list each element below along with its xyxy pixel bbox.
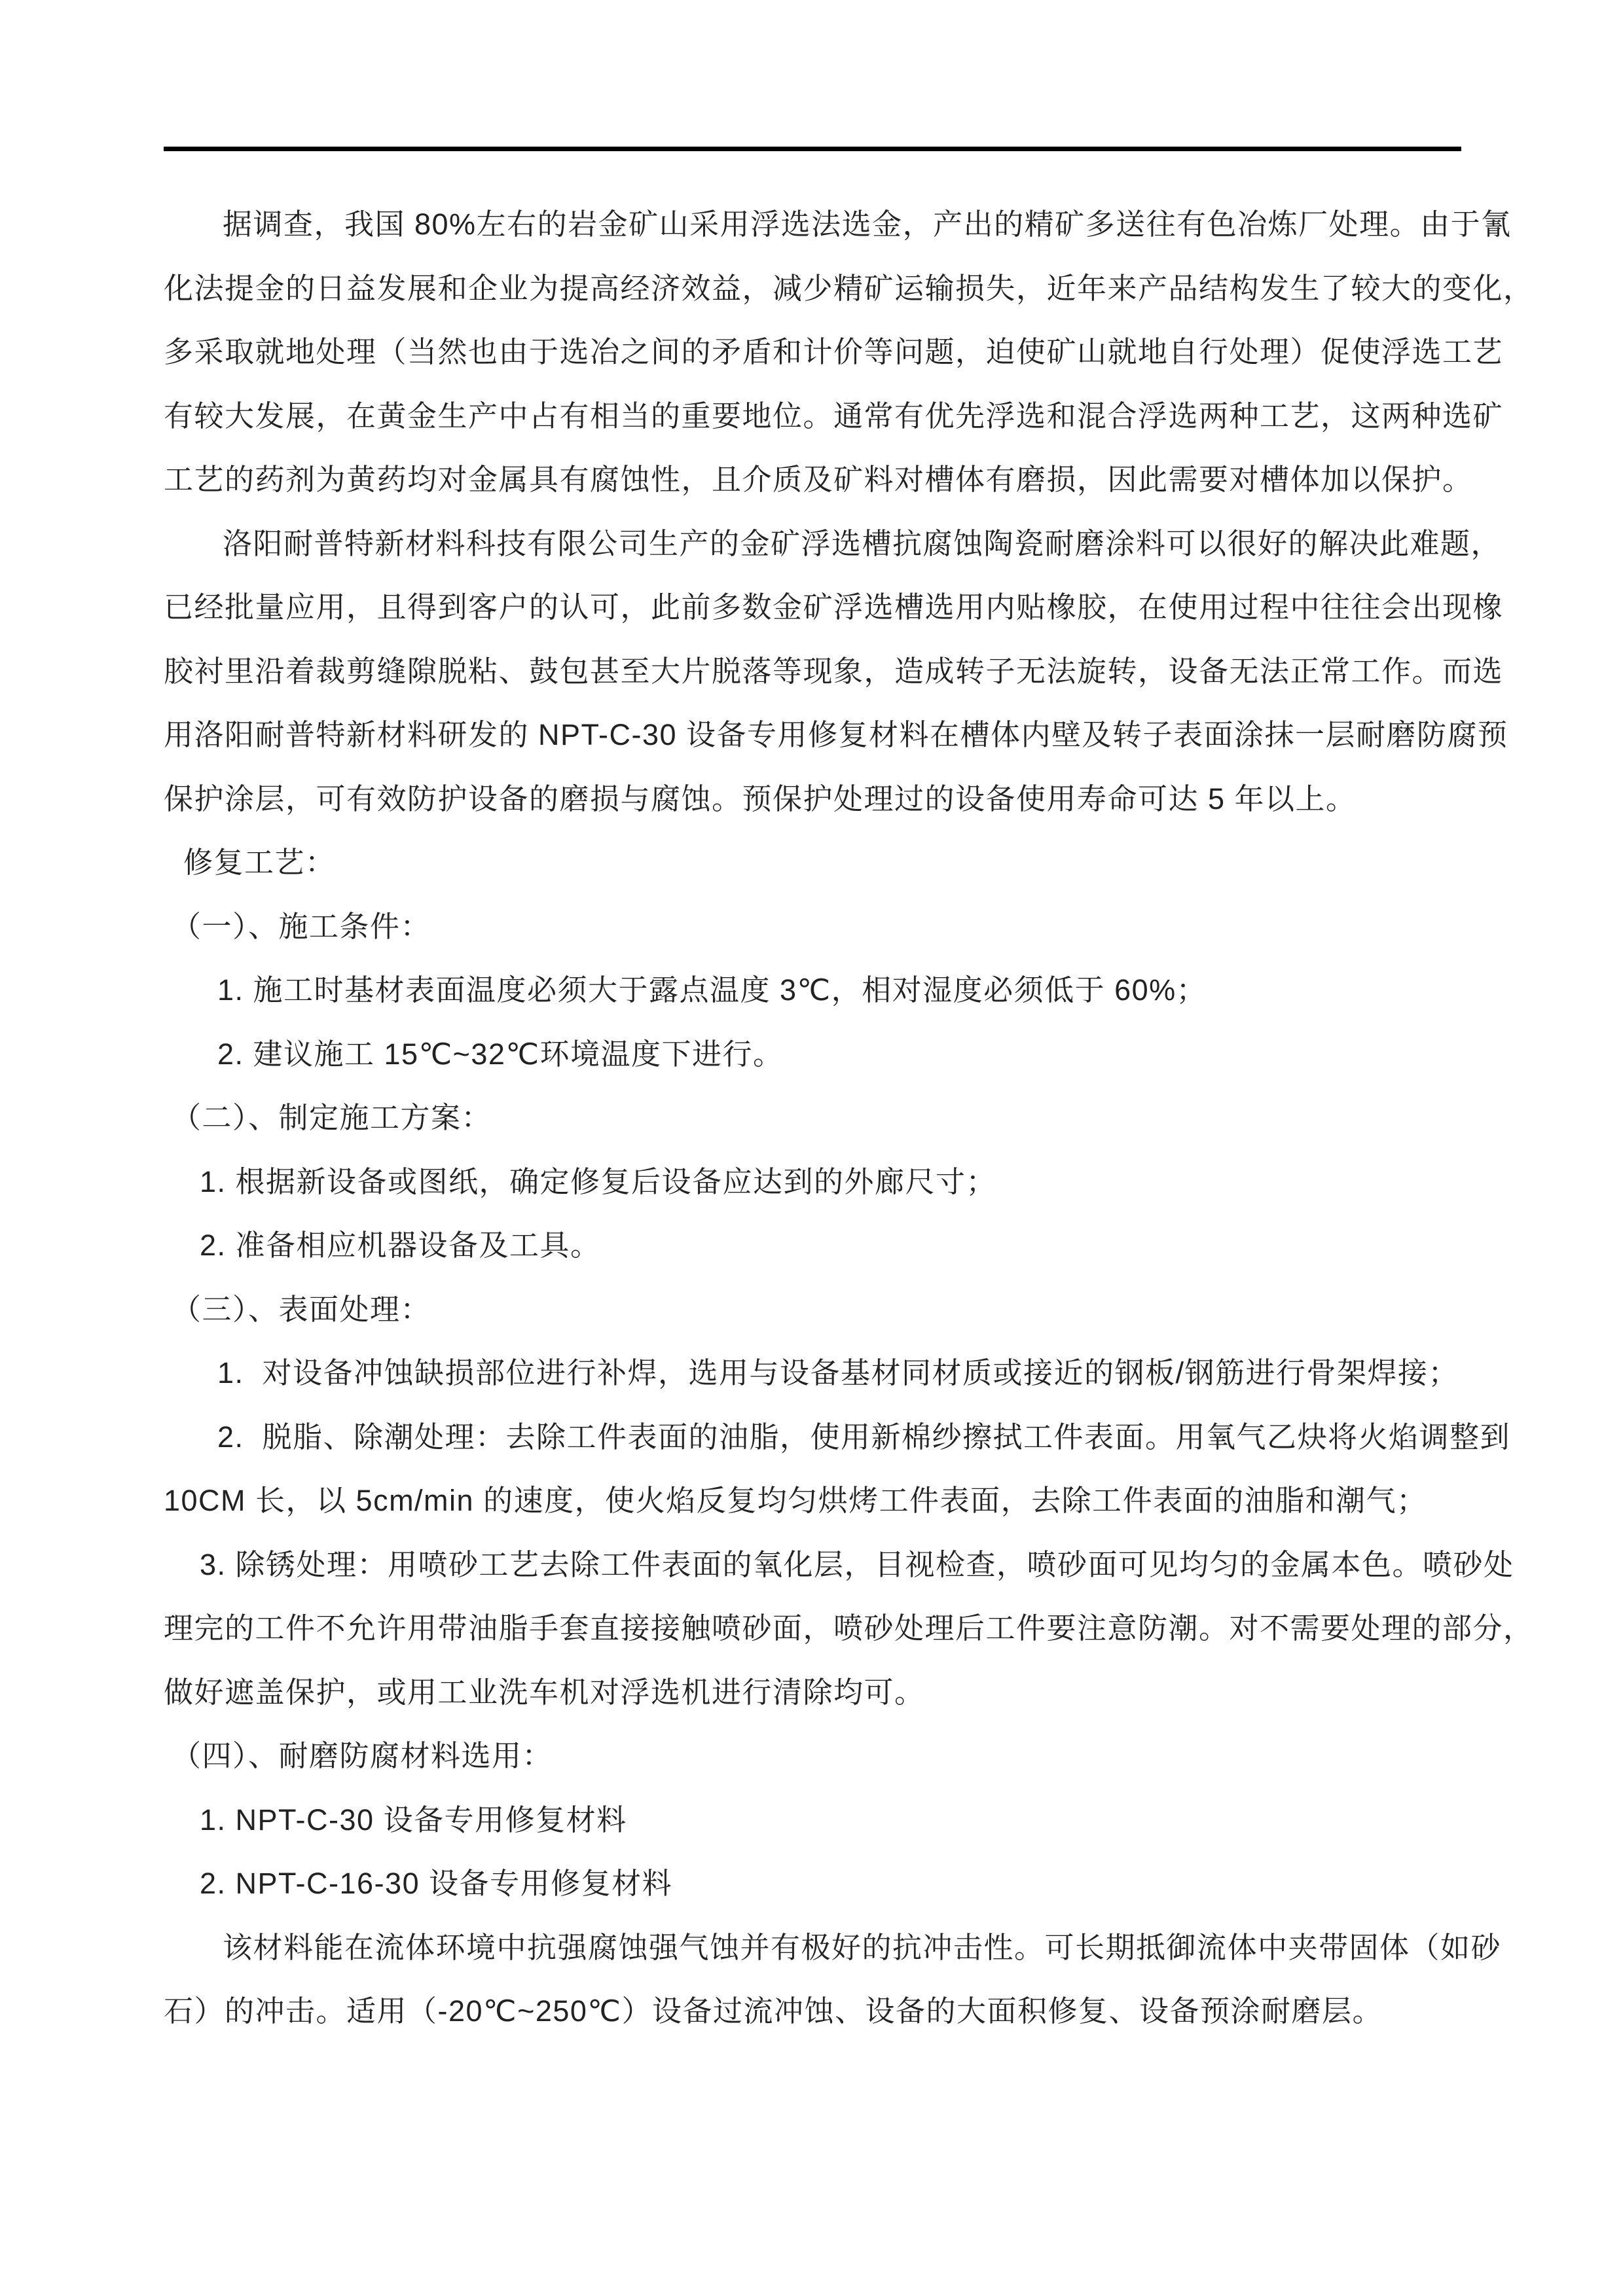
text-line: 3. 除锈处理：用喷砂工艺去除工件表面的氧化层，目视检查，喷砂面可见均匀的金属本色。喷砂处 bbox=[200, 1547, 1514, 1581]
text-line: 1. NPT-C-30 设备专用修复材料 bbox=[200, 1803, 627, 1837]
text-line: 2. NPT-C-16-30 设备专用修复材料 bbox=[200, 1867, 673, 1900]
text-line: 石）的冲击。适用（-20℃~250℃）设备过流冲蚀、设备的大面积修复、设备预涂耐磨层。 bbox=[164, 1994, 1383, 2028]
text-line: 修复工艺： bbox=[183, 846, 336, 879]
text-line: 1. 根据新设备或图纸，确定修复后设备应达到的外廊尺寸； bbox=[200, 1164, 997, 1198]
text-line: 1. 对设备冲蚀缺损部位进行补焊，选用与设备基材同材质或接近的钢板/钢筋进行骨架焊接； bbox=[217, 1356, 1459, 1390]
text-line: （四）、耐磨防腐材料选用： bbox=[172, 1739, 553, 1772]
text-line: 10CM 长，以 5cm/min 的速度，使火焰反复均匀烘烤工件表面，去除工件表面的油脂和潮气； bbox=[164, 1484, 1427, 1517]
text-line: 工艺的药剂为黄药均对金属具有腐蚀性，且介质及矿料对槽体有磨损，因此需要对槽体加以保护。 bbox=[164, 463, 1473, 496]
text-line: 该材料能在流体环境中抗强腐蚀强气蚀并有极好的抗冲击性。可长期抵御流体中夹带固体（如砂 bbox=[223, 1930, 1502, 1964]
text-line: （一）、施工条件： bbox=[172, 909, 431, 943]
text-line: 用洛阳耐普特新材料研发的 NPT-C-30 设备专用修复材料在槽体内壁及转子表面涂抹一层耐磨防腐预 bbox=[164, 718, 1508, 751]
text-line: 已经批量应用，且得到客户的认可，此前多数金矿浮选槽选用内贴橡胶，在使用过程中往往会出现橡 bbox=[164, 590, 1504, 624]
document-body bbox=[164, 192, 1534, 2043]
text-line: 2. 建议施工 15℃~32℃环境温度下进行。 bbox=[217, 1037, 784, 1071]
text-line: 洛阳耐普特新材料科技有限公司生产的金矿浮选槽抗腐蚀陶瓷耐磨涂料可以很好的解决此难题， bbox=[223, 526, 1502, 560]
text-line: 做好遮盖保护，或用工业洗车机对浮选机进行清除均可。 bbox=[164, 1675, 925, 1709]
text-line: 1. 施工时基材表面温度必须大于露点温度 3℃，相对湿度必须低于 60%； bbox=[217, 973, 1207, 1007]
text-line: 胶衬里沿着裁剪缝隙脱粘、鼓包甚至大片脱落等现象，造成转子无法旋转，设备无法正常工作。而选 bbox=[164, 654, 1504, 688]
text-line: 多采取就地处理（当然也由于选冶之间的矛盾和计价等问题，迫使矿山就地自行处理）促使浮选工艺 bbox=[164, 335, 1504, 368]
text-line: （三）、表面处理： bbox=[172, 1292, 431, 1326]
header-rule bbox=[164, 147, 1461, 151]
text-line: 理完的工件不允许用带油脂手套直接接触喷砂面，喷砂处理后工件要注意防潮。对不需要处理的部分， bbox=[164, 1611, 1534, 1645]
text-line: 保护涂层，可有效防护设备的磨损与腐蚀。预保护处理过的设备使用寿命可达 5 年以上。 bbox=[164, 781, 1357, 816]
text-line: 2. 脱脂、除潮处理：去除工件表面的油脂，使用新棉纱擦拭工件表面。用氧气乙炔将火焰调整到 bbox=[217, 1420, 1511, 1454]
text-line: 据调查，我国 80%左右的岩金矿山采用浮选法选金，产出的精矿多送往有色冶炼厂处理。由于氰 bbox=[223, 207, 1512, 241]
text-line: 有较大发展，在黄金生产中占有相当的重要地位。通常有优先浮选和混合浮选两种工艺，这两种选矿 bbox=[164, 399, 1504, 433]
text-line: 化法提金的日益发展和企业为提高经济效益，减少精矿运输损失，近年来产品结构发生了较大的变化， bbox=[164, 271, 1534, 305]
text-line: （二）、制定施工方案： bbox=[172, 1101, 492, 1134]
text-line: 2. 准备相应机器设备及工具。 bbox=[200, 1229, 601, 1262]
